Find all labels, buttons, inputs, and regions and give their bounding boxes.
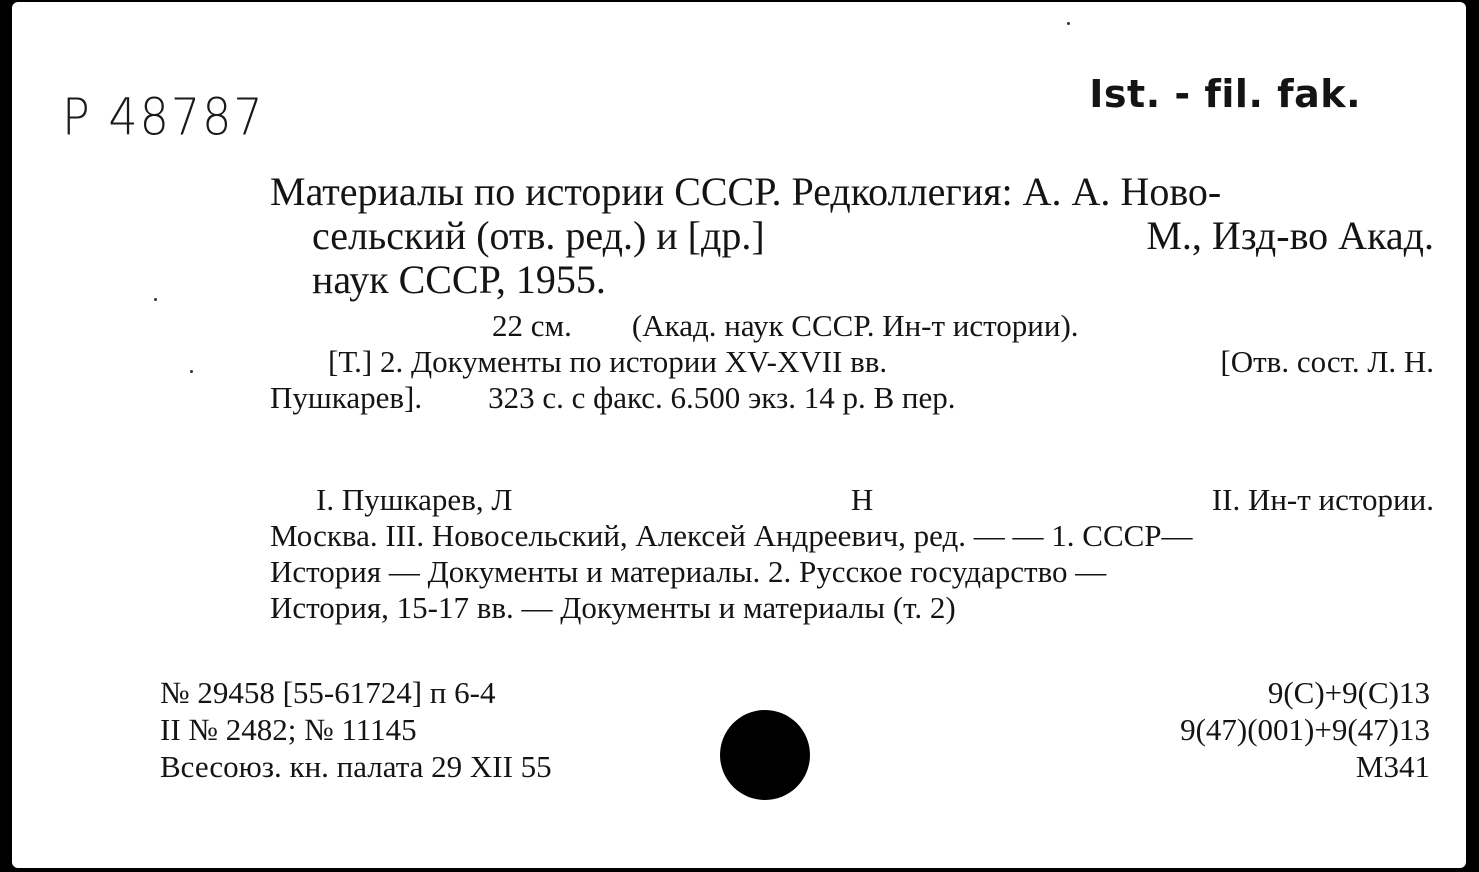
subject-2: Москва. III. Новосельский, Алексей Андреевич, ред. — — 1. СССР—: [270, 518, 1193, 553]
subject-3: История — Документы и материалы. 2. Русское государство —: [270, 554, 1107, 589]
classification-line-2: 9(47)(001)+9(47)13: [1180, 712, 1430, 747]
speck: [1067, 22, 1070, 25]
subject-line-2: [270, 518, 1434, 554]
size-text: 22 см.: [492, 308, 572, 343]
punch-hole: [720, 710, 810, 800]
title-line-2: [270, 214, 1434, 258]
handwritten-call-number: P 48787: [62, 87, 265, 147]
title-text-1: Материалы по истории СССР. Редколлегия: А. А. Ново-: [270, 169, 1222, 214]
subject-line-1: [270, 482, 1434, 518]
volume-editor-end: Пушкарев].: [270, 380, 423, 415]
volume-line-1: [270, 344, 1434, 380]
volume-title: [Т.] 2. Документы по истории XV-XVII вв.: [328, 344, 888, 379]
title-line-1: [270, 170, 1434, 214]
classification-block: [1180, 674, 1430, 785]
registration-line-3: Всесоюз. кн. палата 29 XII 55: [160, 749, 552, 784]
faculty-stamp: Ist. - fil. fak.: [1089, 72, 1361, 116]
subject-1a: I. Пушкарев, Л: [316, 482, 513, 517]
title-text-2a: сельский (отв. ред.) и [др.]: [312, 213, 765, 258]
physical-description: [492, 308, 1079, 344]
speck: [190, 370, 193, 373]
subject-line-3: [270, 554, 1434, 590]
title-block: [270, 170, 1434, 302]
subject-line-4: [270, 590, 1434, 626]
series-text: (Акад. наук СССР. Ин-т истории).: [631, 308, 1079, 343]
catalog-card: [12, 2, 1466, 868]
volume-pages: 323 с. с факс. 6.500 экз. 14 р. В пер.: [488, 380, 956, 415]
speck: [154, 298, 157, 301]
title-text-2b: М., Изд-во Акад.: [1146, 213, 1434, 258]
registration-line-1: № 29458 [55-61724] п 6-4: [160, 675, 496, 710]
classification-line-1: 9(С)+9(С)13: [1267, 675, 1430, 710]
title-text-3: наук СССР, 1955.: [312, 257, 606, 302]
subject-headings: [270, 482, 1434, 626]
subject-1b: Н: [850, 482, 874, 517]
classification-line-3: М341: [1355, 749, 1430, 784]
volume-block: [270, 344, 1434, 416]
title-line-3: [270, 258, 1434, 302]
subject-1c: II. Ин-т истории.: [1211, 482, 1434, 517]
volume-editor: [Отв. сост. Л. Н.: [1220, 344, 1434, 379]
volume-line-2: [270, 380, 1434, 416]
subject-4: История, 15-17 вв. — Документы и материалы (т. 2): [270, 590, 956, 625]
registration-line-2: II № 2482; № 11145: [160, 712, 417, 747]
registration-block: [160, 674, 552, 785]
